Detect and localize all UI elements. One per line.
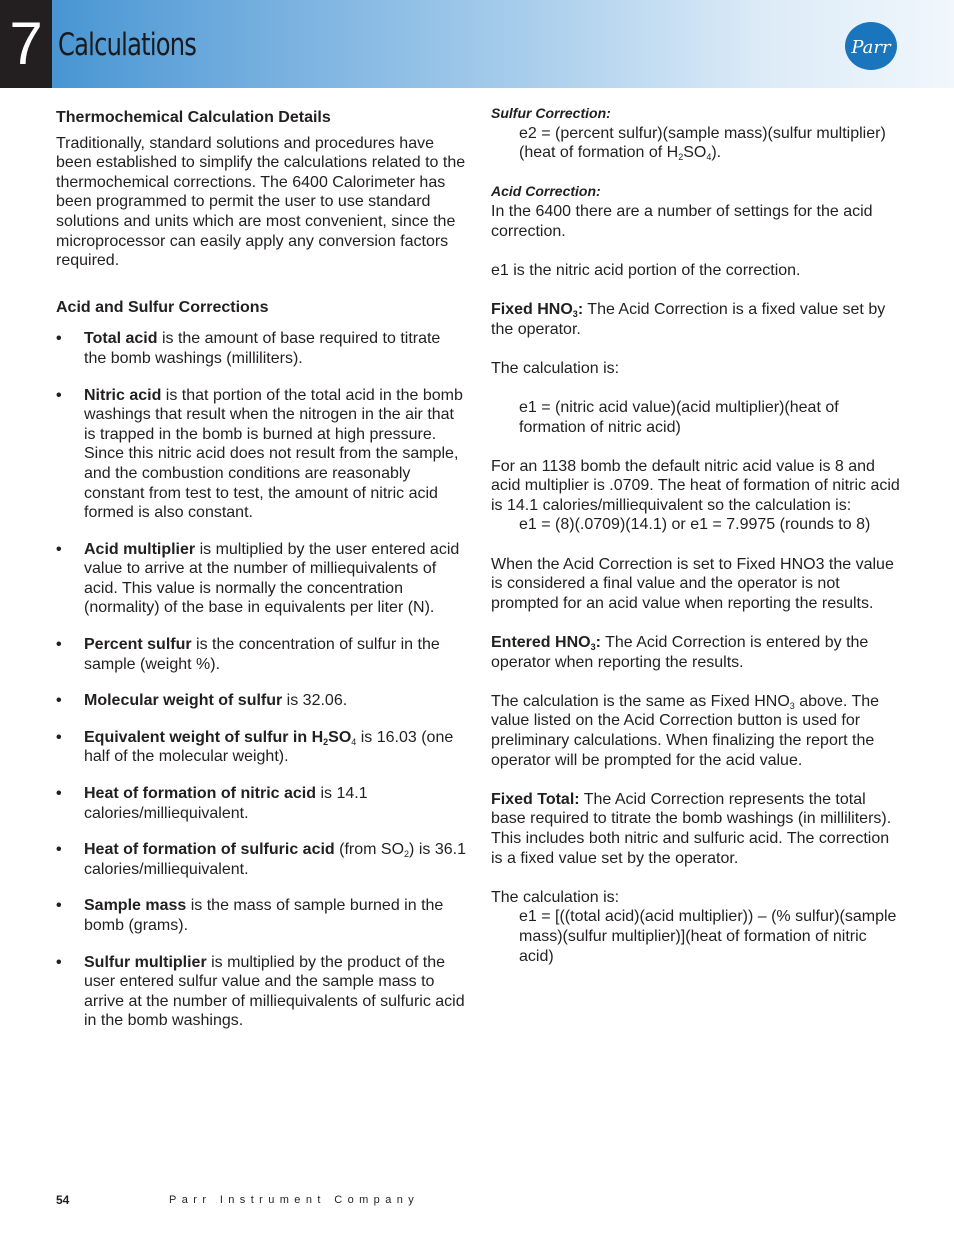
list-item: • Equivalent weight of sulfur in $H_2SO_4$ is 16.03 (one half of the molecular weight). <box>56 728 454 766</box>
example-formula: e1 = (8)(.0709)(14.1) or e1 = 7.9975 (rounds to 8) <box>519 516 871 534</box>
corrections-list <box>56 329 466 1031</box>
fixed-hno3-term: Fixed $HNO_3$: <box>491 300 584 319</box>
bullet-icon: • <box>56 540 62 558</box>
entered-hno3-term: Entered $HNO_3$: <box>491 634 601 653</box>
bullet-icon: • <box>56 386 62 404</box>
list-item: • Molecular weight of sulfur is 32.06. <box>56 692 348 710</box>
chapter-number: 7 <box>0 0 52 88</box>
intro-paragraph: Traditionally, standard solutions and procedures have been established to simplify the calculations related to the thermochemical corrections. The 6400 Calorimeter has been programmed to permit the user to use standard solutions and units which are most convenient, since the microprocessor can easily apply any conversion factors required. <box>56 134 466 270</box>
page-header <box>0 0 954 88</box>
page-number: 54 <box>56 1193 70 1207</box>
footer-company: Parr Instrument Company <box>169 1194 420 1206</box>
bullet-icon: • <box>56 953 62 971</box>
bullet-icon: • <box>56 636 62 654</box>
term-nitric-acid: Nitric acid <box>84 386 162 404</box>
term-percent-sulfur: Percent sulfur <box>84 636 192 654</box>
list-item: • Percent sulfur is the concentration of sulfur in the sample (weight %). <box>56 636 440 673</box>
bullet-icon: • <box>56 785 62 803</box>
calc-is-label: The calculation is: <box>491 359 620 377</box>
term-heat-nitric: Heat of formation of nitric acid <box>84 785 317 803</box>
acid-intro: In the 6400 there are a number of settings for the acid correction. <box>491 202 873 240</box>
example-paragraph: For an 1138 bomb the default nitric acid value is 8 and acid multiplier is .0709. The heat of formation of nitric acid is 14.1 calories/milliequivalent so the calculation is: <box>491 457 900 514</box>
bullet-icon: • <box>56 728 62 746</box>
calc-is-label-2: The calculation is: <box>491 888 620 906</box>
heading-acid-sulfur: Acid and Sulfur Corrections <box>56 298 269 316</box>
total-formula: e1 = [((total acid)(acid multiplier)) – (% sulfur)(sample mass)(sulfur multiplier)](heat of formation of nitric acid) <box>519 908 897 965</box>
list-item: • Heat of formation of nitric acid is 14.1 calories/milliequivalent. <box>56 785 368 822</box>
list-item: • Sulfur multiplier is multiplied by the product of the user entered sulfur value and the sample mass to arrive at the number of milliequivalents of sulfuric acid in the bomb washings. <box>56 953 465 1030</box>
fixed-total-term: Fixed Total: <box>491 790 580 808</box>
list-item: • Total acid is the amount of base required to titrate the bomb washings (milliliters). <box>56 330 441 367</box>
parr-logo <box>843 21 899 71</box>
term-acid-multiplier: Acid multiplier <box>84 540 196 558</box>
heading-thermochemical: Thermochemical Calculation Details <box>56 109 331 126</box>
term-sulfur-multiplier: Sulfur multiplier <box>84 953 207 971</box>
term-equivalent-weight: Equivalent weight of sulfur in $H_2SO$ <box>84 728 352 747</box>
term-molecular-weight: Molecular weight of sulfur <box>84 692 283 710</box>
chapter-title: Calculations <box>58 27 197 63</box>
same-calc-paragraph: The calculation is the same as Fixed $HNO_3$ above. The value listed on the Acid Correction button is used for preliminary calculations. When finalizing the report the operator will be prompted for the acid value. <box>491 692 880 769</box>
fixed-hno3-paragraph: Fixed $HNO_3$: The Acid Correction is a fixed value set by the operator. <box>491 300 886 338</box>
list-item: • Heat of formation of sulfuric acid (from $SO_2$) is 36.1 calories/milliequivalent. <box>56 841 466 878</box>
logo-text: Parr <box>851 37 891 58</box>
right-column <box>491 104 901 966</box>
left-column <box>56 104 466 1048</box>
fixed-formula: e1 = (nitric acid value)(acid multiplier)(heat of formation of nitric acid) <box>519 398 839 436</box>
entered-hno3-paragraph: Entered $HNO_3$: The Acid Correction is entered by the operator when reporting the results. <box>491 634 869 671</box>
fixed-final-paragraph: When the Acid Correction is set to Fixed HNO3 the value is considered a final value and the operator is not prompted for an acid value when reporting the results. <box>491 555 894 612</box>
sulfur-correction-heading: Sulfur Correction: <box>491 105 611 121</box>
sulfur-formula: e2 = (percent sulfur)(sample mass)(sulfur multiplier)(heat of formation of $H_2SO_4$). <box>519 124 886 163</box>
fixed-total-paragraph: Fixed Total: The Acid Correction represents the total base required to titrate the bomb washings (in milliliters). This includes both nitric and sulfuric acid. The correction is a fixed value set by the operator. <box>491 790 892 867</box>
list-item: • Nitric acid is that portion of the total acid in the bomb washings that result when the nitrogen in the air that is trapped in the bomb is burned at high pressure. Since this nitric acid does not result from the sample, and the combustion conditions are reasonably constant from test to test, the amount of nitric acid formed is also constant. <box>56 386 463 522</box>
bullet-icon: • <box>56 841 62 859</box>
list-item: • Sample mass is the mass of sample burned in the bomb (grams). <box>56 897 444 934</box>
acid-correction-heading: Acid Correction: <box>491 183 601 200</box>
e1-intro: e1 is the nitric acid portion of the correction. <box>491 261 801 279</box>
bullet-icon: • <box>56 692 62 710</box>
term-total-acid: Total acid <box>84 330 158 348</box>
term-sample-mass: Sample mass <box>84 897 187 915</box>
list-item: • Acid multiplier is multiplied by the user entered acid value to arrive at the number of milliequivalents of acid. This value is normally the concentration (normality) of the base in equivalents per liter (N). <box>56 540 460 617</box>
bullet-icon: • <box>56 330 62 348</box>
term-heat-sulfuric: Heat of formation of sulfuric acid <box>84 841 335 859</box>
bullet-icon: • <box>56 897 62 915</box>
